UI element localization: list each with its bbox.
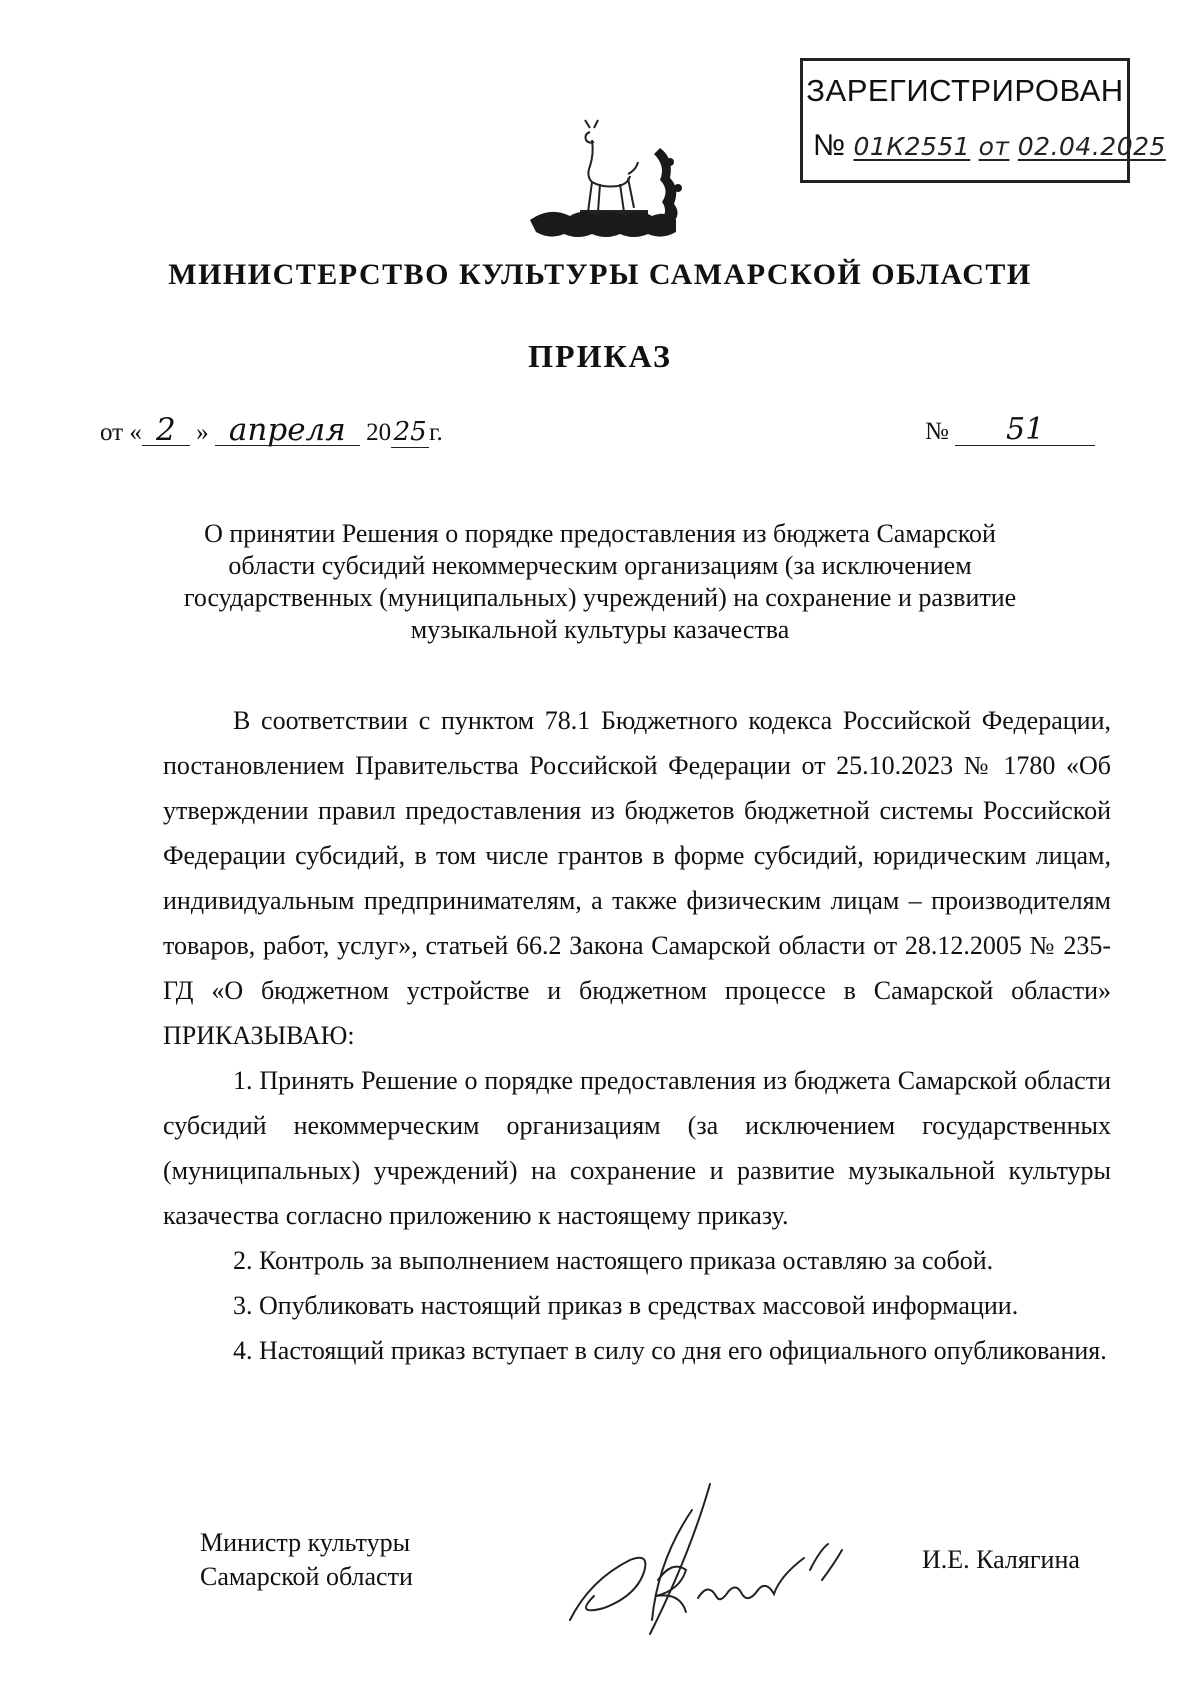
ministry-name: МИНИСТЕРСТВО КУЛЬТУРЫ САМАРСКОЙ ОБЛАСТИ <box>168 258 1032 291</box>
date-year: 25 <box>391 417 429 448</box>
order-date <box>100 412 443 448</box>
preamble-paragraph: В соответствии с пунктом 78.1 Бюджетного кодекса Российской Федерации, постановлением Правительства Российской Федерации от 25.10.2023 № 1780 «Об утверждении правил предоставления из бюджетов бюджетной системы Российской Федерации субсидий, в том числе грантов в форме субсидий, юридическим лицам, индивидуальным предпринимателям, а также физическим лицам – производителям товаров, работ, услуг», статьей 66.2 Закона Самарской области от 28.12.2005 № 235-ГД «О бюджетном устройстве и бюджетном процессе в Самарской области» ПРИКАЗЫВАЮ: <box>163 706 1111 1050</box>
stamp-reg-date: 02.04.2025 <box>1017 132 1166 161</box>
stamp-date-word: от <box>978 132 1010 161</box>
order-number-prefix: № <box>925 418 949 445</box>
clause-1-paragraph: 1. Принять Решение о порядке предоставления из бюджета Самарской области субсидий некоммерческим организациям (за исключением государственных (муниципальных) учреждений) на сохранение и развитие музыкальной культуры казачества согласно приложению к настоящему приказу. <box>163 1066 1111 1230</box>
stamp-number-prefix: № <box>813 129 846 162</box>
date-close-quote: » <box>196 419 209 446</box>
date-year-suffix: г. <box>429 419 443 446</box>
samara-coat-of-arms-icon <box>520 118 690 243</box>
clause-2-paragraph: 2. Контроль за выполнением настоящего приказа оставляю за собой. <box>233 1246 994 1275</box>
date-month: апреля <box>215 415 360 446</box>
clause-3-paragraph: 3. Опубликовать настоящий приказ в средствах массовой информации. <box>233 1291 1019 1320</box>
signatory-name: И.Е. Калягина <box>922 1545 1080 1574</box>
date-year-prefix: 20 <box>366 419 392 446</box>
order-number-value: 51 <box>955 415 1095 446</box>
order-body <box>163 698 1111 1373</box>
date-day: 2 <box>142 415 190 446</box>
order-subject: О принятии Решения о порядке предоставления из бюджета Самарской области субсидий некоммерческим организациям (за исключением государственных (муниципальных) учреждений) на сохранение и развитие музыкальной культуры казачества <box>183 519 1017 644</box>
stamp-registration-line <box>813 129 1166 163</box>
signatory-title-line2: Самарской области <box>200 1562 413 1591</box>
date-prefix: от « <box>100 419 142 446</box>
clause-4-paragraph: 4. Настоящий приказ вступает в силу со дня его официального опубликования. <box>233 1336 1107 1365</box>
stamp-reg-number: 01К2551 <box>853 132 971 161</box>
handwritten-signature-icon <box>560 1480 880 1640</box>
signatory-title <box>200 1526 413 1594</box>
registration-stamp <box>800 58 1166 183</box>
document-type: ПРИКАЗ <box>528 338 672 374</box>
stamp-title: ЗАРЕГИСТРИРОВАН <box>806 73 1124 108</box>
signatory-title-line1: Министр культуры <box>200 1528 411 1557</box>
order-number <box>925 412 1095 447</box>
